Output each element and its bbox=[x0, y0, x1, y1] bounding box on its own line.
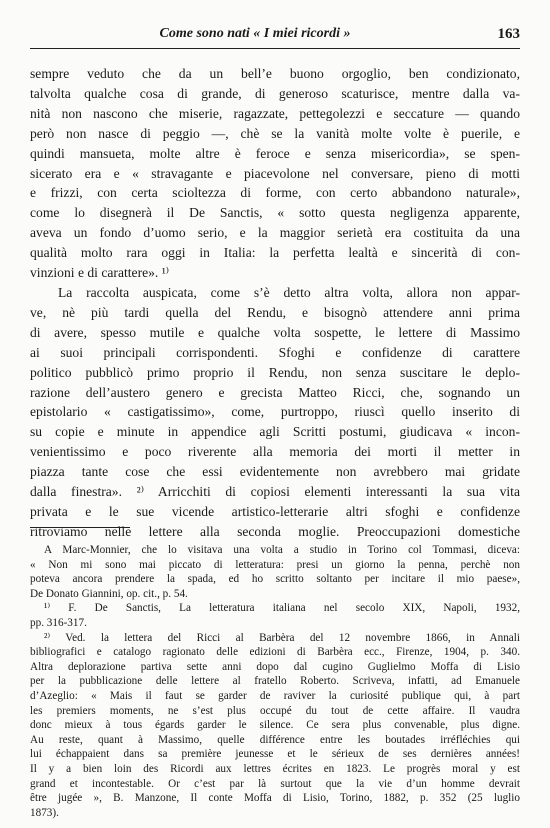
footnote-line: lui échappaient dans sa première jeunesse et le sérieux de ses dernières années! bbox=[30, 748, 520, 761]
running-header bbox=[30, 26, 520, 49]
text-line: privata e le sue vicende artistico-letterarie altri sfoghi e confidenze bbox=[30, 503, 520, 519]
text-line: sicerato era e « stravagante e piacevolone nel conversare, pieno di motti bbox=[30, 165, 520, 181]
footnote-line: donc mieux à tous égards garder le silence. Ce sera plus convenable, plus digne. bbox=[30, 719, 520, 732]
footnote-line: poteva ancora prendere la spada, ed ho scritto soltanto per incitare il mio paese», bbox=[30, 573, 520, 586]
footnote-separator bbox=[30, 527, 130, 528]
text-line: nità non nascono che miserie, ragazzate, pettegolezzi e seccature — quando bbox=[30, 105, 520, 121]
text-line: qualità molto rara oggi in Italia: la perfetta lealtà e sincerità di con- bbox=[30, 245, 520, 261]
footnote-line: être jugée », B. Manzone, Il conte Moffa di Lisio, Torino, 1882, p. 352 (25 luglio bbox=[30, 792, 520, 805]
paragraph-1 bbox=[30, 64, 520, 283]
running-title: Come sono nati « I miei ricordi » bbox=[159, 26, 351, 41]
text-line: però non nasce di peggio —, chè se la vanità molte volte è puerile, e bbox=[30, 125, 520, 141]
text-line: ritroviamo nelle lettere alla seconda moglie. Preoccupazioni domestiche bbox=[30, 523, 520, 539]
text-line: di avere, spesso mutile e qualche volta sospette, le lettere di Massimo bbox=[30, 324, 520, 340]
footnote-1 bbox=[30, 601, 520, 630]
paragraph-2 bbox=[30, 283, 520, 542]
footnote-line: De Donato Giannini, op. cit., p. 54. bbox=[30, 587, 188, 600]
footnote-line: bibliografici e catalogo ragionato delle edizioni di Barbèra ecc., Firenze, 1904, p. 340. bbox=[30, 646, 520, 659]
text-line: su copie e minute in appendice agli Scritti postumi, giudicava « incon- bbox=[30, 424, 520, 440]
text-line: sempre veduto che da un bell’e buono orgoglio, ben condizionato, bbox=[30, 66, 520, 81]
footnote-line: les premiers moments, ne s’est plus occupé du tout de cette affaire. Il vaudra bbox=[30, 704, 520, 717]
footnote-2 bbox=[30, 631, 520, 821]
text-line: venientissimo e poco riverente alla memoria dei morti il metter in bbox=[30, 444, 520, 460]
text-line: come lo disegnerà il De Sanctis, « sotto questa negligenza apparente, bbox=[30, 205, 520, 221]
footnote-line: Au reste, quant à Massimo, quelle différence entre les boutades irréfléchies qui bbox=[30, 733, 520, 746]
text-line: epistolario « castigatissimo», come, purtroppo, riuscì quello inserito di bbox=[30, 404, 520, 420]
text-line: talvolta qualche cosa di grande, di generoso scaturisce, mentre dalla va- bbox=[30, 85, 520, 101]
text-line: vinzioni e di carattere». ¹⁾ bbox=[30, 265, 170, 281]
footnote-line: ²⁾ Ved. la lettera del Ricci al Barbèra del 12 novembre 1866, in Annali bbox=[44, 631, 520, 644]
text-line: La raccolta auspicata, come s’è detto altra volta, allora non appar- bbox=[58, 284, 520, 300]
footnote-line: ¹⁾ F. De Sanctis, La letteratura italiana nel secolo XIX, Napoli, 1932, bbox=[44, 602, 520, 615]
footnotes bbox=[30, 543, 520, 820]
footnote-continuation bbox=[30, 543, 520, 601]
footnote-line: « Non mi sono mai piccato di letteratura: presi un giorno la penna, perchè non bbox=[30, 558, 520, 571]
footnote-line: grand et incontestable. Or c’est par là surtout que la vie d’un homme devrait bbox=[30, 777, 520, 790]
footnote-line: A Marc-Monnier, che lo visitava una volta a studio in Torino col Tommasi, diceva: bbox=[44, 544, 520, 556]
footnote-line: Il y a bien loin des Ricordi aux lettres écrites en 1823. Le progrès moral y est bbox=[30, 762, 520, 775]
footnote-line: d’Azeglio: « Mais il faut se garder de raviver la curiosité publique qui, à part bbox=[30, 689, 520, 702]
text-line: dalla finestra». ²⁾ Arricchiti di copiosi elementi interessanti la sua vita bbox=[30, 484, 520, 500]
text-line: e frizzi, con certa scioltezza di forme, con certo abbandono naturale», bbox=[30, 185, 520, 201]
footnote-line: 1873). bbox=[30, 806, 59, 819]
text-line: ai suoi principali corrispondenti. Sfoghi e confidenze di carattere bbox=[30, 344, 520, 360]
text-line: quindi mansueta, molte altre è feroce e senza misericordia», se spen- bbox=[30, 145, 520, 161]
footnote-line: per la pubblicazione delle lettere al fratello Roberto. Scriveva, infatti, ad Emanuele bbox=[30, 675, 520, 688]
footnote-line: pp. 316-317. bbox=[30, 616, 87, 629]
text-line: aveva un fondo d’uomo serio, e la maggior serietà era costituita da una bbox=[30, 225, 520, 241]
text-line: ve, nè più tardi quella del Rendu, e bisognò attendere anni prima bbox=[30, 304, 520, 320]
text-line: piazza tante cose che essi evidentemente non avrebbero mai gridate bbox=[30, 464, 520, 480]
footnote-line: Altra deplorazione partiva sette anni dopo dal cugino Guglielmo Moffa di Lisio bbox=[30, 660, 520, 673]
page-number: 163 bbox=[497, 26, 520, 42]
text-line: politico pubblicò primo proprio il Rendu, non senza suscitare le deplo- bbox=[30, 364, 520, 380]
main-text bbox=[30, 64, 520, 542]
text-line: razione dell’austero genero e grecista Matteo Ricci, che, sognando un bbox=[30, 384, 520, 400]
